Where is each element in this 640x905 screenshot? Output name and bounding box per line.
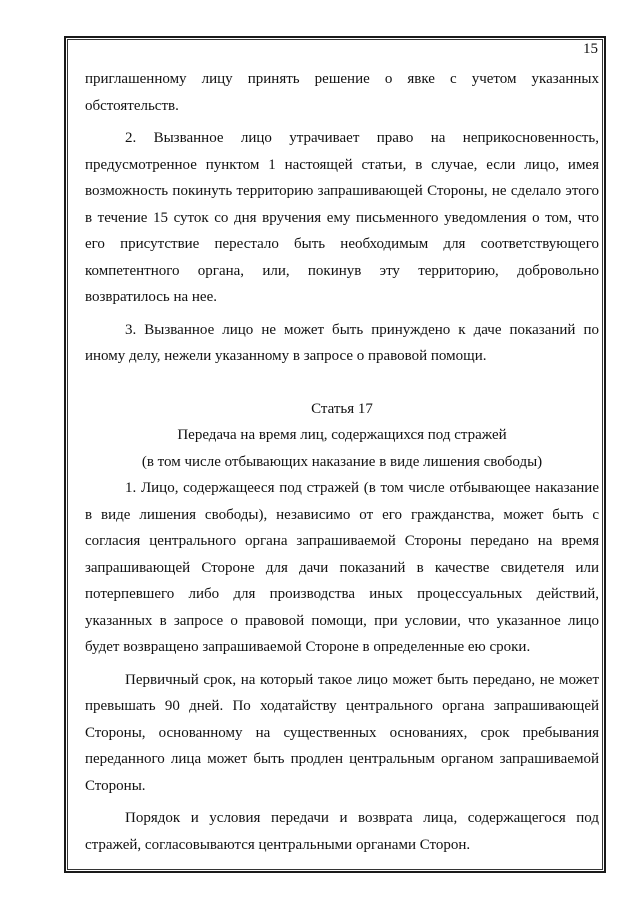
article-title-line-2: (в том числе отбывающих наказание в виде лишения свободы)	[141, 453, 543, 470]
paragraph-continuation: приглашенному лицу принять решение о явке с учетом указанных обстоятельств.	[85, 71, 599, 114]
article-paragraph-2: Первичный срок, на который такое лицо может быть передано, не может превышать 90 дней. По ходатайству центрального органа запрашивающей Стороны, основанному на существенных основаниях, срок пребывания переданного лица может быть продлен центральным органом запрашиваемой Стороны.	[85, 671, 599, 794]
article-header	[85, 396, 599, 476]
article-paragraph-3: Порядок и условия передачи и возврата лица, содержащегося под стражей, согласовываются центральными органами Сторон.	[85, 810, 599, 853]
article-title-line-1: Передача на время лиц, содержащихся под стражей	[177, 427, 507, 443]
document-body	[85, 66, 599, 858]
article-paragraph-1: 1. Лицо, содержащееся под стражей (в том числе отбывающее наказание в виде лишения свободы), независимо от его гражданства, может быть с согласия центрального органа запрашиваемой Стороны передано на время запрашивающей Стороне для дачи показаний в качестве свидетеля или потерпевшего либо для производства иных процессуальных действий, указанных в запросе о правовой помощи, при условии, что указанное лицо будет возвращено запрашиваемой Стороне в определенные ею сроки.	[85, 480, 599, 655]
page-number: 15	[583, 41, 598, 57]
article-number: Статья 17	[311, 400, 373, 417]
paragraph-item-2: 2. Вызванное лицо утрачивает право на неприкосновенность, предусмотренное пунктом 1 настоящей статьи, в случае, если лицо, имея возможность покинуть территорию запрашивающей Стороны, не сделало этого в течение 15 суток со дня вручения ему письменного уведомления о том, что его присутствие перестало быть необходимым для соответствующего компетентного органа, или, покинув эту территорию, добровольно возвратилось на нее.	[85, 130, 599, 305]
paragraph-item-3: 3. Вызванное лицо не может быть принуждено к даче показаний по иному делу, нежели указанному в запросе о правовой помощи.	[85, 321, 599, 364]
